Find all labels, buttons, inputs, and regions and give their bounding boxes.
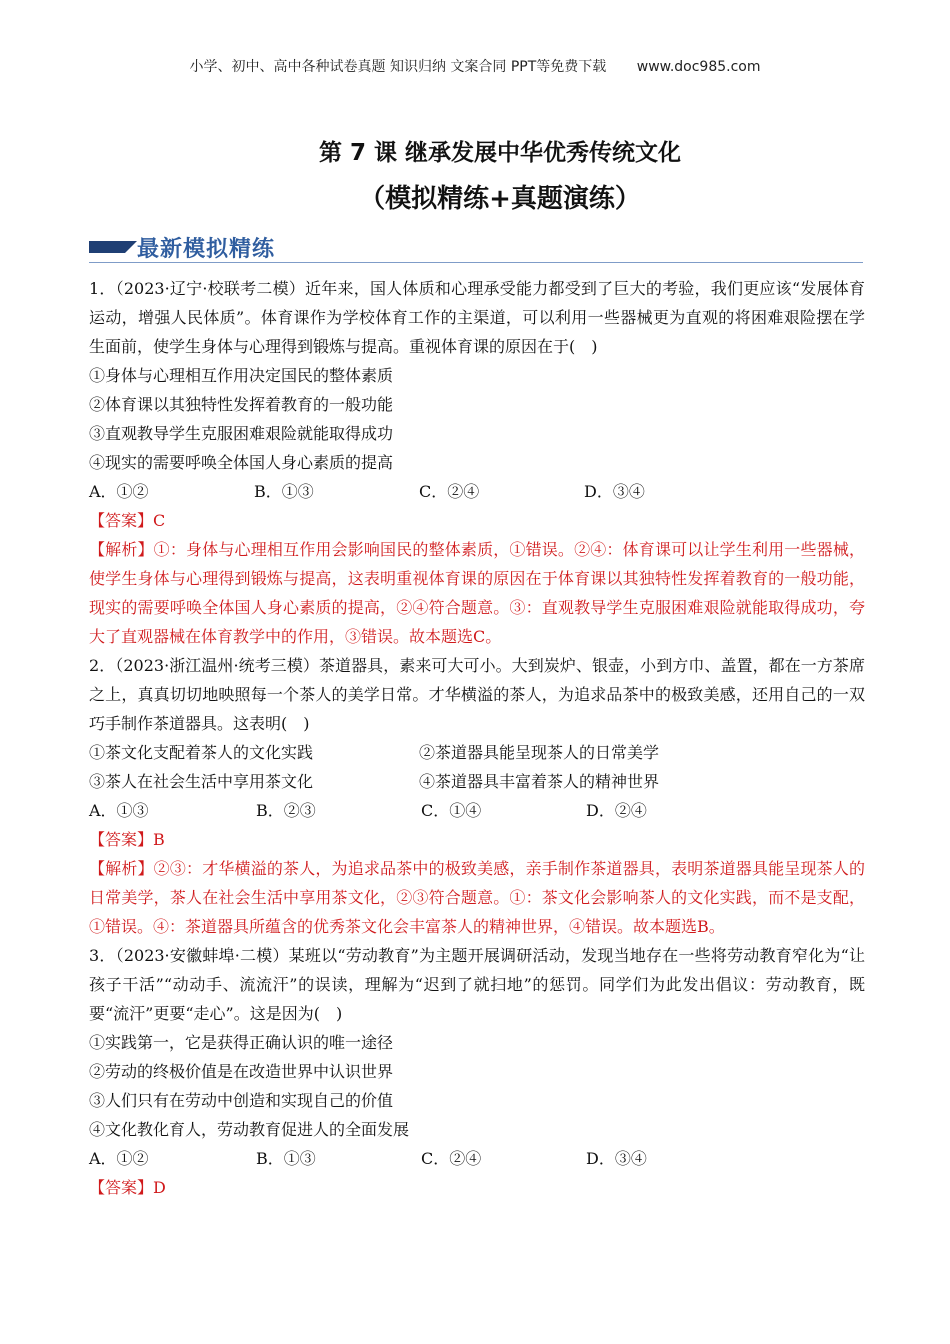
choice-b: B．①③ [254,482,314,501]
question-1-explanation: 【解析】①：身体与心理相互作用会影响国民的整体素质，①错误。②④：体育课可以让学生利用一些器械，使学生身体与心理得到锻炼与提高，这表明重视体育课的原因在于体育课以其独特性发挥着教育的一般功能，现实的需要呼唤全体国人身心素质的提高，②④符合题意。③：直观教导学生克服困难艰险就能取得成功，夸大了直观器械在体育教学中的作用，③错误。故本题选C。 [89,540,865,646]
choice-b: B．②③ [256,801,316,820]
choice-d: D．③④ [586,1149,647,1168]
lesson-subtitle: （模拟精练+真题演练） [359,184,641,214]
section-bar-triangle [125,241,137,253]
choice-c: C．②④ [419,482,480,501]
question-3-option: ②劳动的终极价值是在改造世界中认识世界 [89,1062,394,1081]
question-1-stem: 1．（2023·辽宁·校联考二模）近年来，国人体质和心理承受能力都受到了巨大的考验，我们更应该“发展体育运动，增强人民体质”。体育课作为学校体育工作的主渠道，可以利用一些器械更为直观的将困难艰险摆在学生面前，使学生身体与心理得到锻炼与提高。重视体育课的原因在于( ) [89,279,865,356]
section-bar-decoration [89,241,125,253]
question-1-option: ④现实的需要呼唤全体国人身心素质的提高 [89,453,394,472]
question-1-answer: 【答案】C [89,511,166,530]
question-3-option: ③人们只有在劳动中创造和实现自己的价值 [89,1091,394,1110]
question-3-option: ④文化教化育人，劳动教育促进人的全面发展 [89,1120,410,1139]
choice-a: A．①② [89,1149,149,1168]
choice-b: B．①③ [256,1149,316,1168]
question-2-option: ②茶道器具能呈现茶人的日常美学 [419,743,660,762]
question-2-options-row [89,767,865,796]
question-1-option: ②体育课以其独特性发挥着教育的一般功能 [89,395,394,414]
lesson-title: 第 7 课 继承发展中华优秀传统文化 [318,140,682,166]
header-site-link[interactable]: www.doc985.com [636,59,761,75]
choice-a: A．①② [89,482,149,501]
question-2-answer: 【答案】B [89,830,165,849]
choice-c: C．①④ [421,801,482,820]
section-header [89,231,863,263]
question-3-stem: 3．（2023·安徽蚌埠·二模）某班以“劳动教育”为主题开展调研活动，发现当地存在一些将劳动教育窄化为“让孩子干活”“动动手、流流汗”的误读，理解为“迟到了就扫地”的惩罚。同学们为此发出倡议：劳动教育，既要“流汗”更要“走心”。这是因为( ) [89,946,865,1023]
header-text: 小学、初中、高中各种试卷真题 知识归纳 文案合同 PPT等免费下载 [189,59,607,75]
question-list [89,274,865,1202]
choice-a: A．①③ [89,801,149,820]
question-1-choices [89,477,865,506]
question-1-option: ③直观教导学生克服困难艰险就能取得成功 [89,424,394,443]
question-2-option: ③茶人在社会生活中享用茶文化 [89,772,314,791]
choice-d: D．②④ [586,801,647,820]
question-2-choices [89,796,865,825]
question-2-options-row [89,738,865,767]
question-3-option: ①实践第一，它是获得正确认识的唯一途径 [89,1033,394,1052]
question-2-stem: 2．（2023·浙江温州·统考三模）茶道器具，素来可大可小。大到炭炉、银壶，小到方巾、盖置，都在一方茶席之上，真真切切地映照每一个茶人的美学日常。才华横溢的茶人，为追求品茶中的极致美感，还用自己的一双巧手制作茶道器具。这表明( ) [89,656,865,733]
section-label: 最新模拟精练 [137,237,276,262]
question-2-option: ④茶道器具丰富着茶人的精神世界 [419,772,660,791]
question-2-option: ①茶文化支配着茶人的文化实践 [89,743,314,762]
choice-c: C．②④ [421,1149,482,1168]
question-3-answer: 【答案】D [89,1178,166,1197]
choice-d: D．③④ [584,482,645,501]
question-3-choices [89,1144,865,1173]
page-header [0,56,950,76]
question-2-explanation: 【解析】②③：才华横溢的茶人，为追求品茶中的极致美感，亲手制作茶道器具，表明茶道器具能呈现茶人的日常美学，茶人在社会生活中享用茶文化，②③符合题意。①：茶文化会影响茶人的文化实践，而不是支配，①错误。④：茶道器具所蕴含的优秀茶文化会丰富茶人的精神世界，④错误。故本题选B。 [89,859,865,936]
question-1-option: ①身体与心理相互作用决定国民的整体素质 [89,366,394,385]
section-rule [89,262,863,263]
